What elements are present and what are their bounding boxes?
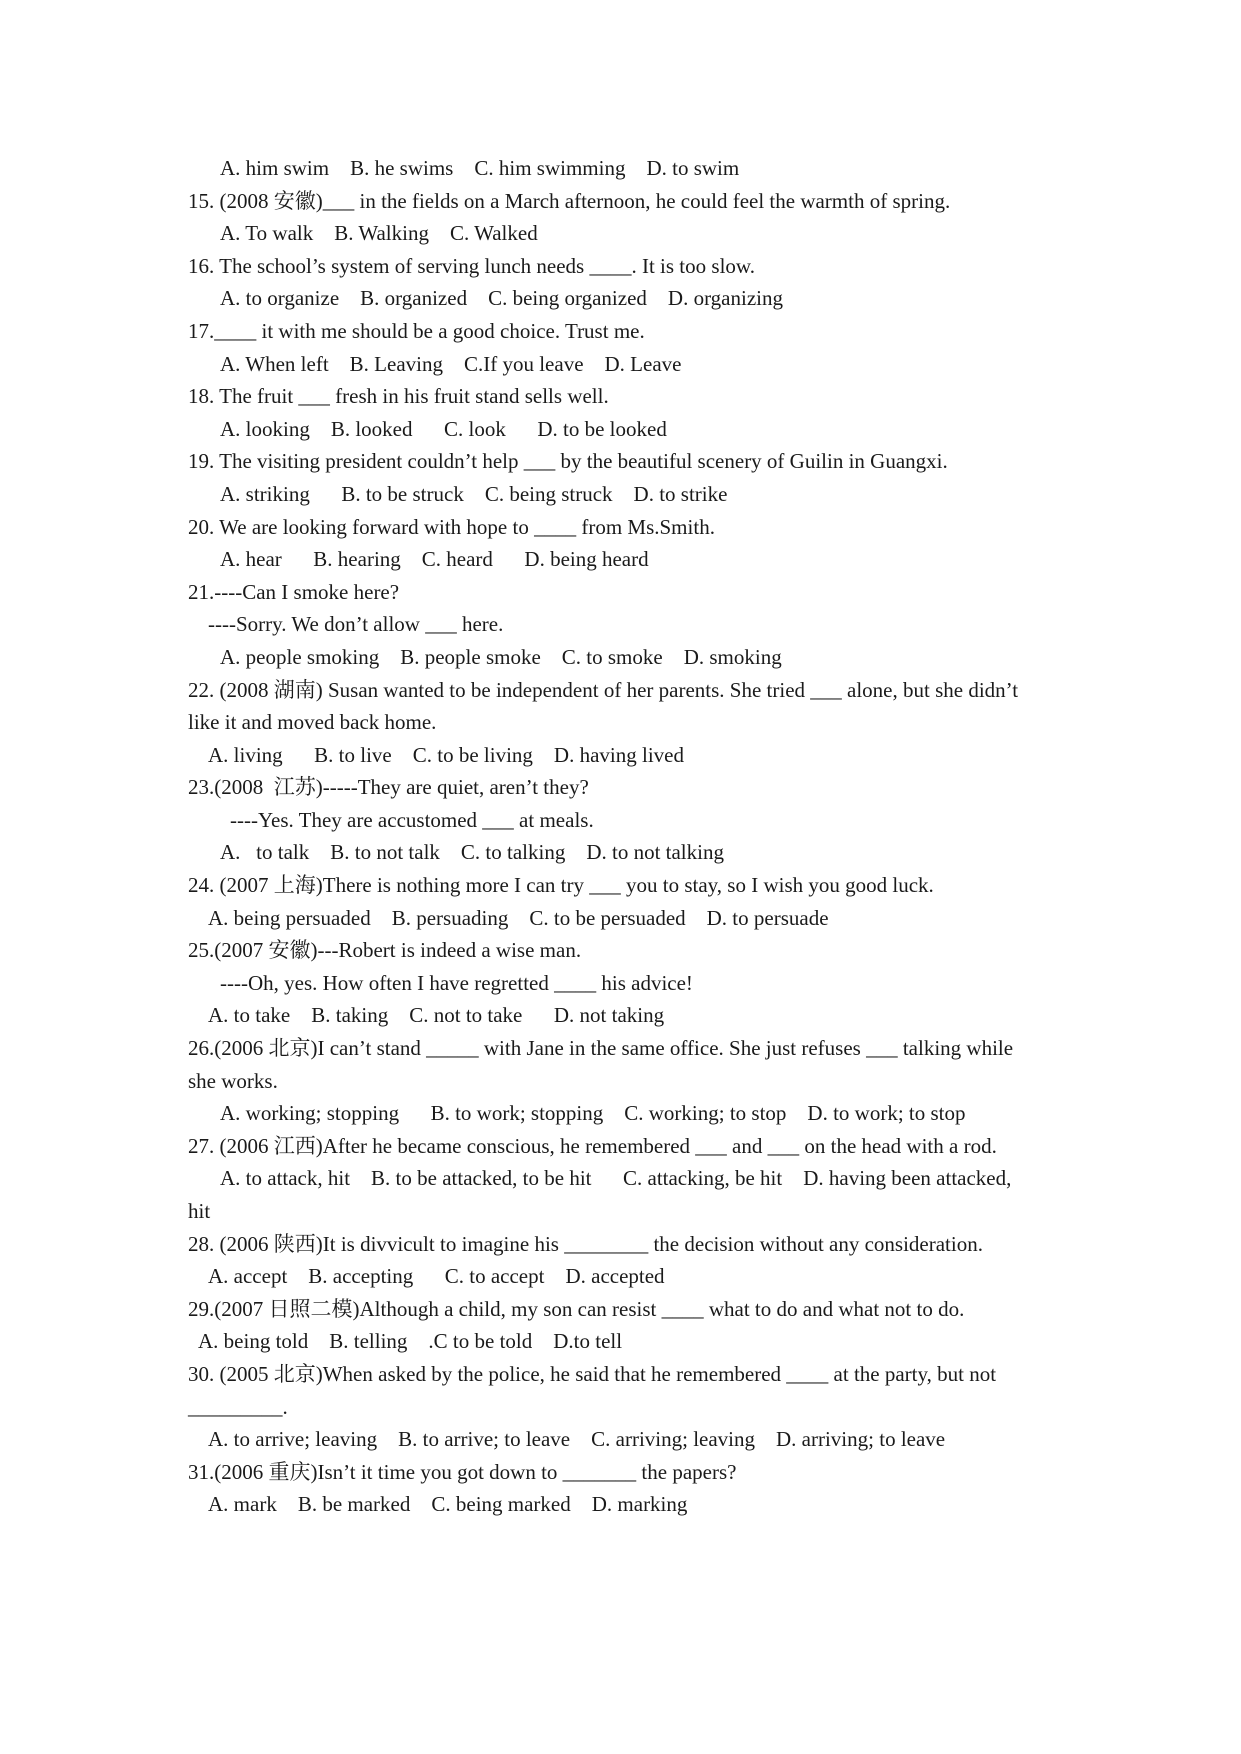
answer-options-line: A. to talk B. to not talk C. to talking D. to not talking <box>220 840 724 865</box>
question-text-line: 28. (2006 陕西)It is divvicult to imagine his ________ the decision without any consideration. <box>188 1231 983 1256</box>
answer-options-line: A. looking B. looked C. look D. to be looked <box>220 416 667 441</box>
answer-options-line: A. mark B. be marked C. being marked D. marking <box>208 1492 688 1517</box>
answer-options-line: A. being persuaded B. persuading C. to be persuaded D. to persuade <box>208 905 829 930</box>
question-text-line: 26.(2006 北京)I can’t stand _____ with Jane in the same office. She just refuses ___ talking while <box>188 1036 1014 1061</box>
answer-options-line: ----Sorry. We don’t allow ___ here. <box>208 612 504 637</box>
question-text-line: 16. The school’s system of serving lunch needs ____. It is too slow. <box>188 253 755 278</box>
answer-options-line: A. to attack, hit B. to be attacked, to be hit C. attacking, be hit D. having been attacked, <box>220 1166 1012 1191</box>
answer-options-line: A. to arrive; leaving B. to arrive; to leave C. arriving; leaving D. arriving; to leave <box>208 1427 946 1452</box>
answer-options-line: ----Oh, yes. How often I have regretted ____ his advice! <box>220 970 693 995</box>
question-text-line: like it and moved back home. <box>188 710 437 735</box>
answer-options-line: A. striking B. to be struck C. being struck D. to strike <box>220 481 728 506</box>
question-text-line: 24. (2007 上海)There is nothing more I can try ___ you to stay, so I wish you good luck. <box>188 873 934 898</box>
question-text-line: 21.----Can I smoke here? <box>188 579 400 604</box>
answer-options-line: A. being told B. telling .C to be told D.to tell <box>198 1329 623 1354</box>
answer-options-line: A. living B. to live C. to be living D. having lived <box>208 742 684 767</box>
question-text-line: 22. (2008 湖南) Susan wanted to be independent of her parents. She tried ___ alone, but she didn’t <box>188 677 1019 702</box>
question-text-line: hit <box>188 1199 211 1223</box>
question-text-line: 27. (2006 江西)After he became conscious, he remembered ___ and ___ on the head with a rod. <box>188 1133 997 1158</box>
question-text-line: _________. <box>188 1394 288 1419</box>
answer-options-line: A. When left B. Leaving C.If you leave D. Leave <box>220 351 682 376</box>
question-text-line: 19. The visiting president couldn’t help ___ by the beautiful scenery of Guilin in Guangxi. <box>188 449 948 474</box>
answer-options-line: A. to take B. taking C. not to take D. not taking <box>208 1003 665 1028</box>
question-text-line: 30. (2005 北京)When asked by the police, he said that he remembered ____ at the party, but not <box>188 1361 997 1386</box>
answer-options-line: A. accept B. accepting C. to accept D. accepted <box>208 1264 665 1289</box>
question-text-line: 31.(2006 重庆)Isn’t it time you got down to _______ the papers? <box>188 1459 737 1484</box>
question-text-line: 17.____ it with me should be a good choice. Trust me. <box>188 318 645 343</box>
answer-options-line: ----Yes. They are accustomed ___ at meals. <box>230 807 594 832</box>
question-list <box>188 152 1068 1521</box>
answer-options-line: A. to organize B. organized C. being organized D. organizing <box>220 286 783 311</box>
question-text-line: she works. <box>188 1068 278 1093</box>
answer-options-line: A. working; stopping B. to work; stopping C. working; to stop D. to work; to stop <box>220 1101 966 1126</box>
answer-options-line: A. people smoking B. people smoke C. to smoke D. smoking <box>220 644 782 669</box>
answer-options-line: A. hear B. hearing C. heard D. being heard <box>220 547 649 572</box>
question-text-line: 18. The fruit ___ fresh in his fruit stand sells well. <box>188 384 609 409</box>
question-text-line: 29.(2007 日照二模)Although a child, my son can resist ____ what to do and what not to do. <box>188 1296 965 1321</box>
question-text-line: 23.(2008 江苏)-----They are quiet, aren’t they? <box>188 775 589 800</box>
question-text-line: 20. We are looking forward with hope to ____ from Ms.Smith. <box>188 514 715 539</box>
answer-options-line: A. To walk B. Walking C. Walked <box>220 221 538 246</box>
answer-options-line: A. him swim B. he swims C. him swimming D. to swim <box>220 156 740 180</box>
question-text-line: 15. (2008 安徽)___ in the fields on a March afternoon, he could feel the warmth of spring. <box>188 188 951 213</box>
question-text-line: 25.(2007 安徽)---Robert is indeed a wise man. <box>188 938 582 963</box>
